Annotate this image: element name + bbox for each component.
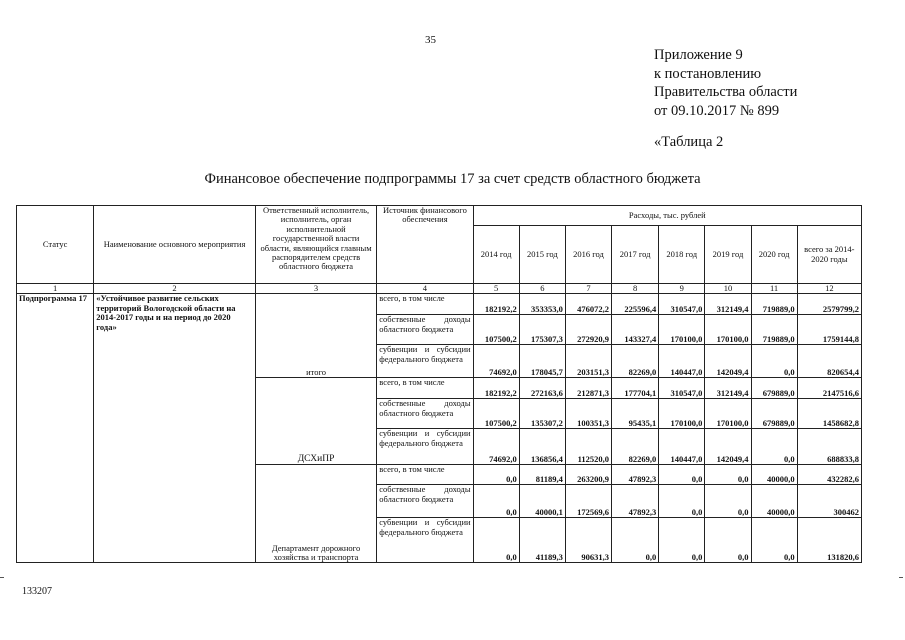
header-responsible: Ответственный исполнитель, исполнитель, орган исполнительной государственной власти области, являющийся главным распорядителем средств областного бюджета [255,206,376,284]
column-number: 9 [659,284,705,294]
value-cell: 0,0 [473,518,519,563]
source-cell: собственные доходы областного бюджета [377,315,473,345]
appendix-line: Приложение 9 [654,47,743,63]
appendix-line: от 09.10.2017 № 899 [654,102,780,119]
value-cell: 310547,0 [659,294,705,315]
value-cell: 81189,4 [519,465,565,485]
header-source: Источник финансового обеспечения [377,206,473,284]
value-cell: 142049,4 [705,345,751,378]
column-number: 4 [377,284,473,294]
value-cell: 100351,3 [565,399,611,429]
column-number: 6 [519,284,565,294]
value-cell: 182192,2 [473,294,519,315]
value-cell: 107500,2 [473,315,519,345]
value-cell: 90631,3 [565,518,611,563]
value-cell: 82269,0 [612,345,659,378]
value-cell: 476072,2 [565,294,611,315]
responsible-cell: Департамент дорожного хозяйства и транспорта [255,465,376,563]
value-cell: 820654,4 [797,345,861,378]
value-cell: 0,0 [612,518,659,563]
financing-table [16,205,862,563]
value-cell: 719889,0 [751,315,797,345]
value-cell: 131820,6 [797,518,861,563]
value-cell: 170100,0 [659,315,705,345]
value-cell: 82269,0 [612,429,659,465]
value-cell: 135307,2 [519,399,565,429]
appendix-line: к постановлению [654,65,762,82]
footer-code: 133207 [22,586,52,597]
value-cell: 40000,1 [519,485,565,518]
value-cell: 2579799,2 [797,294,861,315]
value-cell: 719889,0 [751,294,797,315]
value-cell: 40000,0 [751,485,797,518]
value-cell: 107500,2 [473,399,519,429]
header-year: 2015 год [519,226,565,284]
value-cell: 0,0 [473,465,519,485]
appendix-block [654,46,797,120]
value-cell: 112520,0 [565,429,611,465]
header-year: 2019 год [705,226,751,284]
source-cell: субвенции и субсидии федерального бюджета [377,429,473,465]
value-cell: 1759144,8 [797,315,861,345]
value-cell: 95435,1 [612,399,659,429]
value-cell: 47892,3 [612,485,659,518]
value-cell: 0,0 [659,485,705,518]
value-cell: 41189,3 [519,518,565,563]
column-number: 2 [94,284,256,294]
value-cell: 172569,6 [565,485,611,518]
responsible-cell: итого [255,294,376,378]
document-title: Финансовое обеспечение подпрограммы 17 за счет средств областного бюджета [204,171,701,187]
value-cell: 0,0 [705,485,751,518]
source-cell: субвенции и субсидии федерального бюджета [377,518,473,563]
responsible-cell: ДСХиПР [255,378,376,465]
value-cell: 182192,2 [473,378,519,399]
source-cell: всего, в том числе [377,378,473,399]
value-cell: 0,0 [705,518,751,563]
value-cell: 312149,4 [705,294,751,315]
value-cell: 312149,4 [705,378,751,399]
value-cell: 178045,7 [519,345,565,378]
value-cell: 0,0 [473,485,519,518]
value-cell: 47892,3 [612,465,659,485]
value-cell: 40000,0 [751,465,797,485]
value-cell: 170100,0 [705,315,751,345]
value-cell: 170100,0 [659,399,705,429]
value-cell: 1458682,8 [797,399,861,429]
value-cell: 0,0 [751,518,797,563]
table-label: «Таблица 2 [654,134,724,150]
header-year: 2017 год [612,226,659,284]
header-name: Наименование основного мероприятия [94,206,256,284]
page-number: 35 [425,34,436,46]
value-cell: 0,0 [659,465,705,485]
value-cell: 74692,0 [473,345,519,378]
column-number: 1 [17,284,94,294]
source-cell: собственные доходы областного бюджета [377,399,473,429]
column-number: 10 [705,284,751,294]
source-cell: всего, в том числе [377,465,473,485]
header-year: 2014 год [473,226,519,284]
value-cell: 2147516,6 [797,378,861,399]
header-expenses: Расходы, тыс. рублей [473,206,861,226]
value-cell: 272163,6 [519,378,565,399]
value-cell: 0,0 [705,465,751,485]
value-cell: 263200,9 [565,465,611,485]
value-cell: 74692,0 [473,429,519,465]
status-cell: Подпрограмма 17 [17,294,94,563]
value-cell: 300462 [797,485,861,518]
value-cell: 140447,0 [659,429,705,465]
value-cell: 679889,0 [751,399,797,429]
header-status: Статус [17,206,94,284]
margin-tick [0,577,4,578]
source-cell: собственные доходы областного бюджета [377,485,473,518]
value-cell: 225596,4 [612,294,659,315]
header-year: 2016 год [565,226,611,284]
column-number: 12 [797,284,861,294]
source-cell: всего, в том числе [377,294,473,315]
value-cell: 142049,4 [705,429,751,465]
value-cell: 143327,4 [612,315,659,345]
value-cell: 136856,4 [519,429,565,465]
column-number: 11 [751,284,797,294]
measure-name-cell: «Устойчивое развитие сельских территорий Вологодской области на 2014-2017 годы и на период до 2020 года» [94,294,256,563]
column-number: 7 [565,284,611,294]
header-year: 2020 год [751,226,797,284]
value-cell: 688833,8 [797,429,861,465]
value-cell: 203151,3 [565,345,611,378]
value-cell: 212871,3 [565,378,611,399]
value-cell: 679889,0 [751,378,797,399]
value-cell: 175307,3 [519,315,565,345]
value-cell: 170100,0 [705,399,751,429]
source-cell: субвенции и субсидии федерального бюджета [377,345,473,378]
value-cell: 310547,0 [659,378,705,399]
table-row [17,294,862,315]
header-total: всего за 2014-2020 годы [797,226,861,284]
column-number: 5 [473,284,519,294]
column-number: 8 [612,284,659,294]
margin-tick [899,577,903,578]
column-number-row [17,284,862,294]
value-cell: 353353,0 [519,294,565,315]
appendix-line: Правительства области [654,84,798,100]
header-year: 2018 год [659,226,705,284]
value-cell: 177704,1 [612,378,659,399]
value-cell: 432282,6 [797,465,861,485]
value-cell: 140447,0 [659,345,705,378]
value-cell: 0,0 [659,518,705,563]
column-number: 3 [255,284,376,294]
value-cell: 272920,9 [565,315,611,345]
value-cell: 0,0 [751,345,797,378]
value-cell: 0,0 [751,429,797,465]
